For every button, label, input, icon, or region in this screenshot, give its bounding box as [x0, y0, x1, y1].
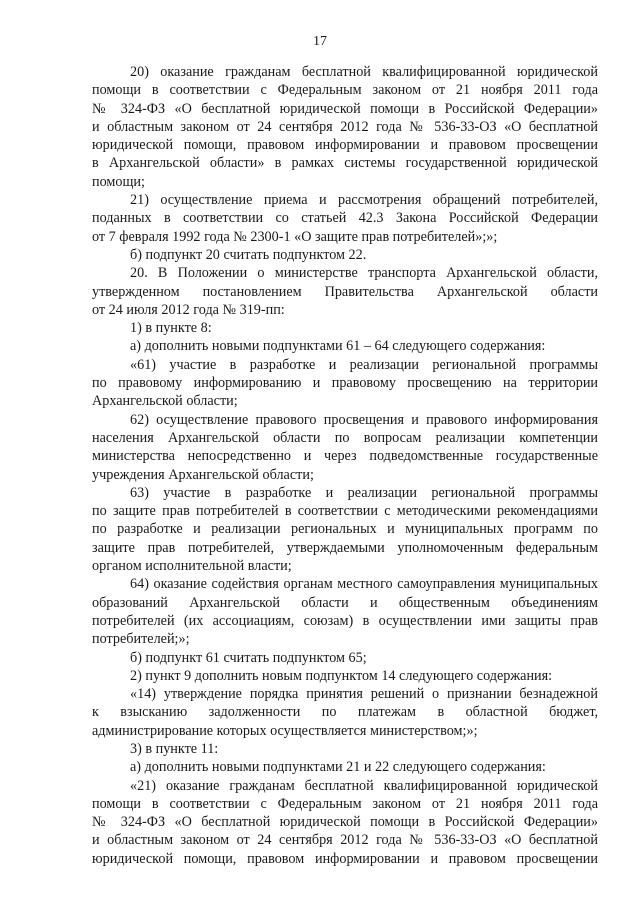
text-line: Архангельской области;	[92, 393, 238, 410]
text-line: 21) осуществление приема и рассмотрения обращений потребителей,	[130, 192, 598, 209]
text-line: помощи;	[92, 173, 145, 190]
text-line: а) дополнить новыми подпунктами 21 и 22 следующего содержания:	[130, 759, 546, 776]
text-line: защите прав потребителей, утверждаемыми уполномоченным федеральным	[92, 539, 598, 556]
text-line: потребителей (их ассоциациям, союзам) в осуществлении ими защиты прав	[92, 612, 598, 629]
text-line: в Архангельской области» в рамках системы государственной юридической	[92, 155, 598, 172]
text-line: министерства непосредственно и через подведомственные государственные	[92, 448, 598, 465]
text-line: по правовому информированию и правовому просвещению на территории	[92, 375, 598, 392]
text-line: и областным законом от 24 сентября 2012 года № 536-33-ОЗ «О бесплатной	[92, 832, 598, 849]
text-line: № 324-ФЗ «О бесплатной юридической помощи в Российской Федерации»	[92, 100, 598, 117]
document-body	[92, 63, 598, 868]
text-line: а) дополнить новыми подпунктами 61 – 64 следующего содержания:	[130, 338, 546, 355]
text-line: 64) оказание содействия органам местного самоуправления муниципальных	[130, 576, 598, 593]
text-line: «21) оказание гражданам бесплатной квалифицированной юридической	[130, 777, 598, 794]
text-line: и областным законом от 24 сентября 2012 года № 536-33-ОЗ «О бесплатной	[92, 118, 598, 135]
text-line: «61) участие в разработке и реализации региональной программы	[130, 356, 598, 373]
text-line: 63) участие в разработке и реализации региональной программы	[130, 484, 598, 501]
text-line: б) подпункт 20 считать подпунктом 22.	[130, 246, 367, 263]
text-line: 62) осуществление правового просвещения и правового информирования	[130, 411, 598, 428]
text-line: утвержденном постановлением Правительства Архангельской области	[92, 283, 598, 300]
text-line: 20) оказание гражданам бесплатной квалифицированной юридической	[130, 64, 598, 80]
text-line: 2) пункт 9 дополнить новым подпунктом 14 следующего содержания:	[130, 667, 553, 684]
text-line: органом исполнительной власти;	[92, 558, 292, 575]
text-line: потребителей;»;	[92, 631, 190, 648]
text-line: учреждения Архангельской области;	[92, 466, 314, 483]
text-line: б) подпункт 61 считать подпунктом 65;	[130, 649, 367, 666]
text-line: населения Архангельской области по вопросам реализации компетенции	[92, 429, 598, 446]
text-line: по разработке и реализации региональных и муниципальных программ по	[92, 521, 598, 538]
text-line: юридической помощи, правовом информировании и правовом просвещении	[92, 137, 598, 154]
text-line: от 24 июля 2012 года № 319-пп:	[92, 301, 285, 318]
text-line: 20. В Положении о министерстве транспорта Архангельской области,	[130, 265, 598, 282]
page-number: 17	[313, 34, 327, 49]
text-line: помощи в соответствии с Федеральным законом от 21 ноября 2011 года	[92, 795, 598, 812]
text-line: поданных в соответствии со статьей 42.3 Закона Российской Федерации	[92, 210, 598, 227]
text-line: от 7 февраля 1992 года № 2300-1 «О защите прав потребителей»;»;	[92, 228, 498, 245]
text-line: «14) утверждение порядка принятия решений о признании безнадежной	[130, 686, 598, 703]
text-line: к взысканию задолженности по платежам в областной бюджет,	[92, 704, 598, 721]
text-line: по защите прав потребителей в соответствии с методическими рекомендациями	[92, 503, 598, 520]
text-line: № 324-ФЗ «О бесплатной юридической помощи в Российской Федерации»	[92, 814, 598, 831]
text-line: помощи в соответствии с Федеральным законом от 21 ноября 2011 года	[92, 82, 598, 99]
text-line: 3) в пункте 11:	[130, 740, 219, 757]
text-line: администрирование которых осуществляется министерством;»;	[92, 722, 478, 739]
text-line: 1) в пункте 8:	[130, 320, 212, 337]
text-line: образований Архангельской области и общественным объединениям	[92, 594, 598, 611]
text-line: юридической помощи, правовом информировании и правовом просвещении	[92, 850, 598, 867]
